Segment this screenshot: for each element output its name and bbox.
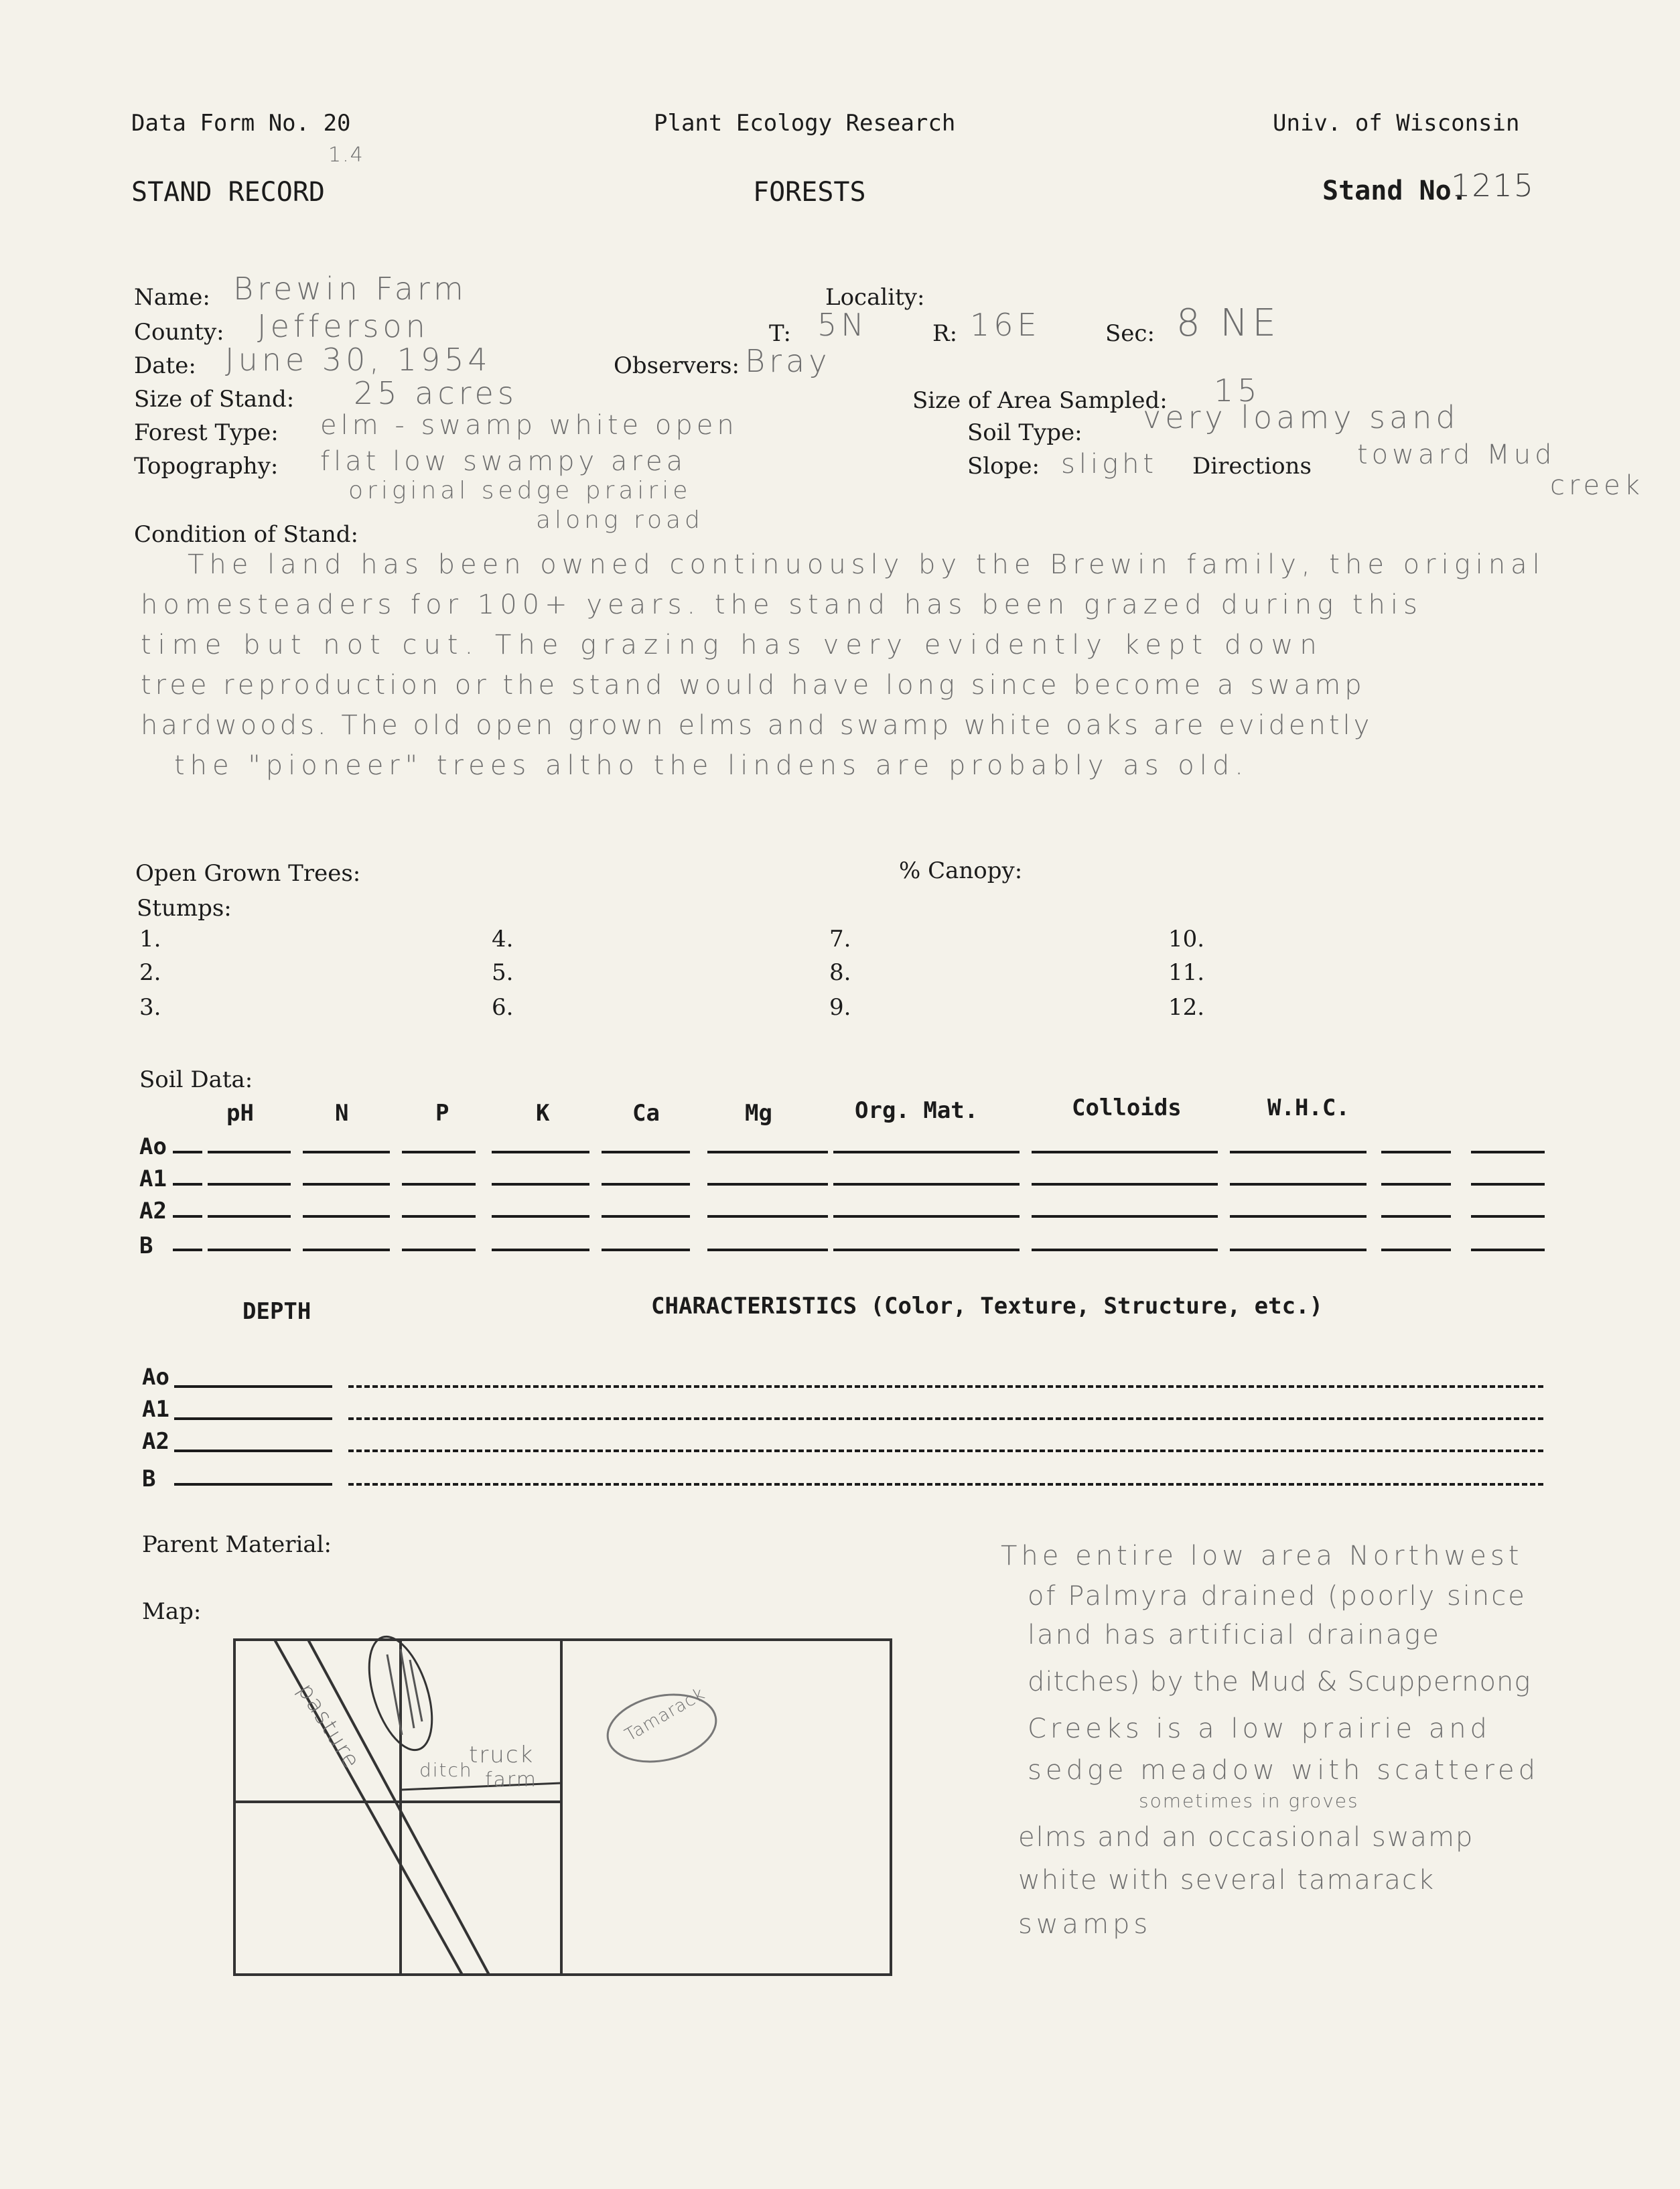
canopy-label: % Canopy: [899, 857, 1023, 884]
topography-label: Topography: [134, 453, 279, 480]
map-pasture-label: pasture [292, 1679, 366, 1774]
section-label: Sec: [1105, 320, 1155, 347]
size-of-stand-label: Size of Stand: [134, 386, 295, 413]
condition-line-5: hardwoods. The old open grown elms and swamp white oaks are evidently [141, 710, 1373, 741]
stump-number-4: 4. [492, 926, 514, 952]
category-title: FORESTS [753, 177, 866, 208]
county-label: County: [134, 319, 224, 346]
stump-number-5: 5. [492, 959, 514, 986]
stump-number-12: 12. [1168, 994, 1205, 1021]
stumps-label: Stumps: [137, 895, 232, 922]
range-value: 16E [970, 307, 1041, 343]
soil-row-ao: Ao [139, 1133, 167, 1160]
note-line-3: land has artificial drainage [1028, 1620, 1441, 1650]
depth-row-a2: A2 [142, 1428, 169, 1455]
map-ditch-label: ditch [419, 1759, 473, 1781]
stump-number-11: 11. [1168, 959, 1205, 986]
soil-data-label: Soil Data: [139, 1066, 253, 1093]
soil-type-label: Soil Type: [967, 419, 1082, 446]
directions-value-line-1: toward Mud [1357, 439, 1556, 470]
condition-line-3: time but not cut. The grazing has very evidently kept down [141, 630, 1324, 660]
map-farm-label: farm [485, 1768, 537, 1792]
soil-row-a2: A2 [139, 1198, 167, 1224]
date-label: Date: [134, 352, 196, 379]
condition-line-6: the "pioneer" trees altho the lindens are probably as old. [174, 750, 1249, 781]
locality-label: Locality: [825, 284, 925, 311]
institution: Univ. of Wisconsin [1273, 110, 1520, 137]
depth-label: DEPTH [242, 1298, 311, 1325]
section-value: 8 NE [1176, 301, 1280, 345]
soil-col-p: P [435, 1100, 449, 1127]
forest-type-label: Forest Type: [134, 419, 279, 446]
soil-col-k: K [536, 1100, 550, 1127]
soil-col-colloids: Colloids [1072, 1094, 1182, 1121]
observers-value: Bray [745, 343, 831, 379]
map-truck-label: truck [469, 1742, 535, 1768]
stand-number-label: Stand No. [1322, 175, 1468, 206]
note-line-10: swamps [1018, 1909, 1152, 1940]
note-line-8: elms and an occasional swamp [1018, 1822, 1474, 1853]
slope-label: Slope: [967, 453, 1040, 480]
note-line-1: The entire low area Northwest [1001, 1541, 1523, 1571]
area-sampled-value: 15 [1214, 372, 1261, 409]
note-line-4: ditches) by the Mud & Scuppernong [1028, 1667, 1531, 1697]
stump-number-6: 6. [492, 994, 514, 1021]
township-label: T: [769, 320, 791, 347]
stump-number-2: 2. [139, 959, 161, 986]
depth-row-ao: Ao [142, 1364, 169, 1391]
topography-value-line-2: original sedge prairie [348, 477, 692, 504]
stump-number-8: 8. [829, 959, 851, 986]
soil-col-ph: pH [226, 1100, 254, 1127]
note-line-6: sedge meadow with scattered [1028, 1755, 1540, 1786]
open-grown-trees-label: Open Grown Trees: [135, 860, 361, 887]
condition-line-1: The land has been owned continuously by the Brewin family, the original [188, 549, 1545, 580]
forest-type-value: elm - swamp white open [320, 410, 738, 441]
map-label: Map: [142, 1598, 202, 1625]
date-value: June 30, 1954 [225, 342, 492, 378]
name-value: Brewin Farm [233, 271, 468, 307]
soil-row-a1: A1 [139, 1166, 167, 1192]
characteristics-label: CHARACTERISTICS (Color, Texture, Structure, etc.) [651, 1293, 1324, 1320]
observers-label: Observers: [614, 352, 740, 379]
county-value: Jefferson [257, 308, 429, 344]
stump-number-1: 1. [139, 926, 161, 952]
range-label: R: [932, 320, 958, 347]
soil-col-whc: W.H.C. [1267, 1094, 1350, 1121]
note-line-7: sometimes in groves [1139, 1790, 1359, 1812]
form-number: Data Form No. 20 [131, 110, 351, 137]
stump-number-7: 7. [829, 926, 851, 952]
stump-number-3: 3. [139, 994, 161, 1021]
note-line-5: Creeks is a low prairie and [1028, 1713, 1491, 1744]
topography-value-line-1: flat low swampy area [320, 446, 687, 477]
soil-row-b: B [139, 1232, 153, 1259]
form-annotation: 1.4 [328, 143, 364, 167]
ditch-line [401, 1783, 561, 1790]
program-title: Plant Ecology Research [654, 110, 956, 137]
soil-type-value: very loamy sand [1143, 399, 1460, 435]
directions-label: Directions [1192, 453, 1312, 480]
topography-value-line-3: along road [536, 506, 704, 534]
soil-col-mg: Mg [745, 1100, 772, 1127]
soil-col-ca: Ca [632, 1100, 660, 1127]
road-line-right [308, 1640, 489, 1975]
name-label: Name: [134, 284, 210, 311]
stand-number-value: 1215 [1451, 167, 1535, 204]
record-type: STAND RECORD [131, 177, 325, 208]
slope-value: slight [1061, 449, 1158, 480]
depth-row-a1: A1 [142, 1396, 169, 1423]
township-value: 5N [817, 307, 868, 343]
area-sampled-label: Size of Area Sampled: [912, 387, 1168, 414]
soil-col-n: N [335, 1100, 349, 1127]
directions-value-line-2: creek [1550, 470, 1644, 501]
condition-label: Condition of Stand: [134, 521, 358, 548]
condition-line-2: homesteaders for 100+ years. the stand has been grazed during this [141, 589, 1423, 620]
size-of-stand-value: 25 acres [354, 375, 518, 411]
soil-col-org-mat: Org. Mat. [855, 1097, 979, 1124]
note-line-2: of Palmyra drained (poorly since [1028, 1581, 1527, 1612]
condition-line-4: tree reproduction or the stand would have long since become a swamp [141, 670, 1366, 701]
stump-number-9: 9. [829, 994, 851, 1021]
map-tamarack-label: Tamarack [622, 1683, 709, 1746]
stump-number-10: 10. [1168, 926, 1205, 952]
parent-material-label: Parent Material: [142, 1531, 332, 1558]
depth-row-b: B [142, 1466, 156, 1492]
note-line-9: white with several tamarack [1018, 1865, 1436, 1896]
